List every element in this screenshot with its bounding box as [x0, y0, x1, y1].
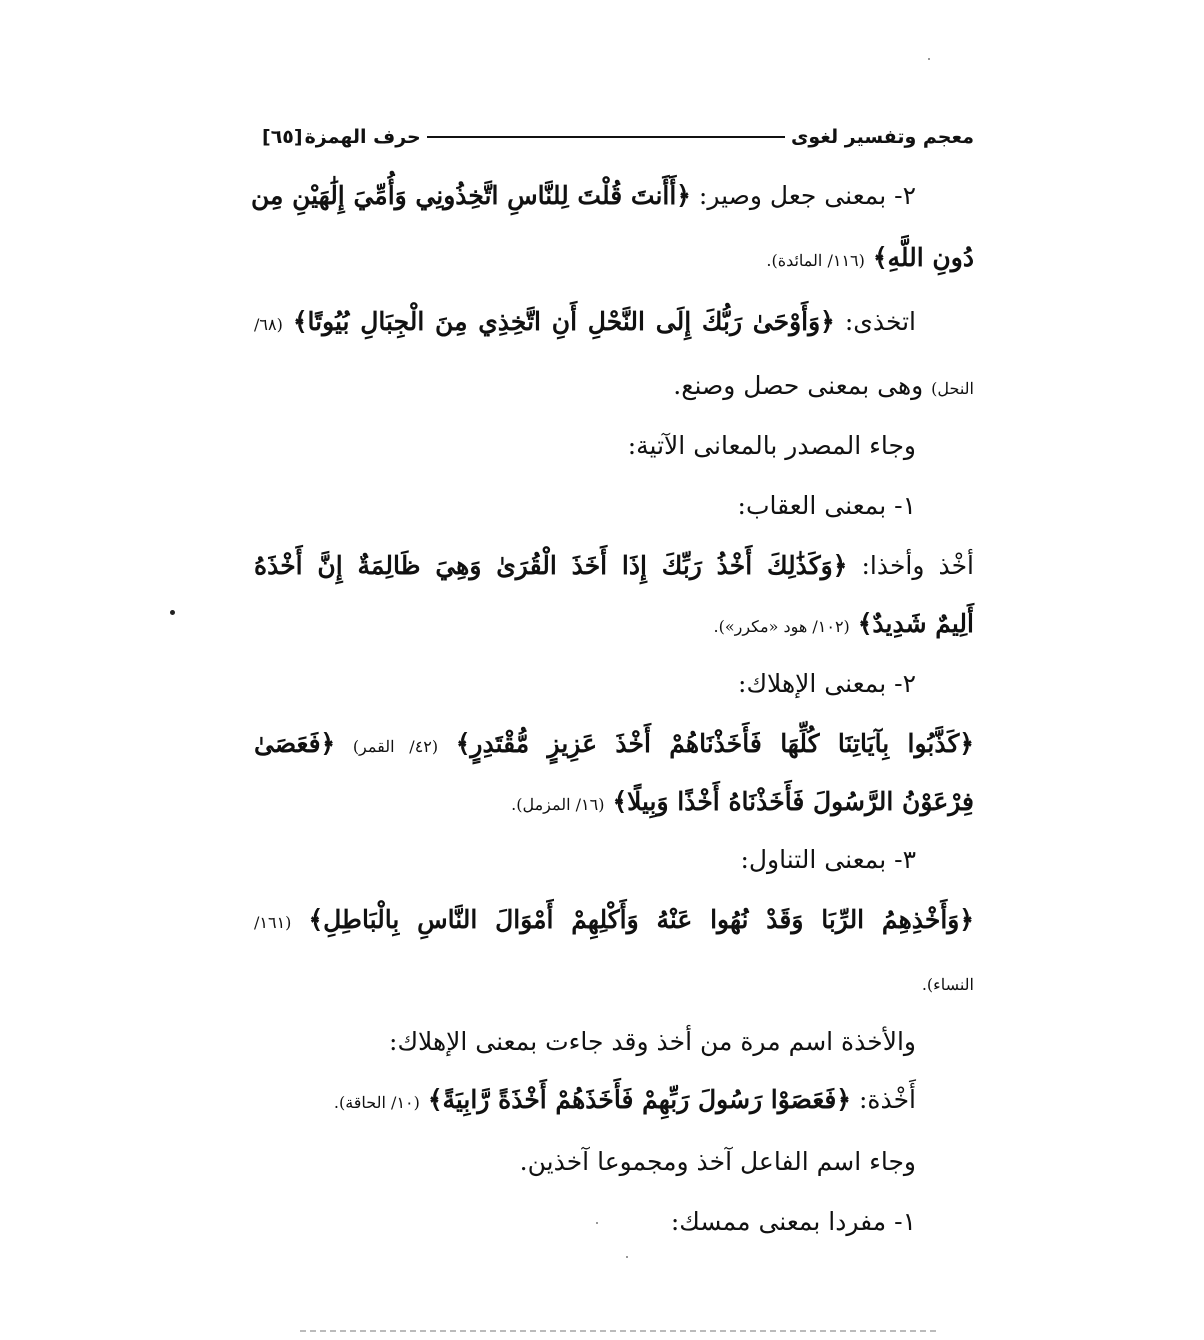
section-title: حرف الهمزة	[304, 126, 421, 148]
quran-quote: ﴿وَكَذَٰلِكَ أَخْذُ رَبِّكَ إِذَا أَخَذَ الْقُرَىٰ وَهِيَ ظَالِمَةٌ إِنَّ أَخْذَهُ	[254, 551, 848, 580]
line-text: والأخذة اسم مرة من أخذ وقد جاءت بمعنى الإهلاك:	[389, 1027, 916, 1056]
scan-speck	[596, 1222, 598, 1224]
verse-reference: (٦٨/	[254, 315, 283, 334]
line-text: وجاء المصدر بالمعانى الآتية:	[627, 431, 916, 460]
text-line	[254, 902, 974, 941]
verse-reference: (٤٢/ القمر)	[352, 737, 439, 756]
text-line	[250, 178, 916, 214]
text-line	[254, 964, 974, 1003]
text-line	[254, 606, 974, 645]
running-header	[262, 122, 974, 152]
scan-speck	[928, 58, 930, 60]
verse-reference: (١٠٢/ هود «مكرر»).	[713, 617, 850, 636]
line-text: اتخذى:	[844, 307, 916, 336]
verse-reference: (١١٦/ المائدة).	[766, 251, 865, 270]
text-line	[254, 304, 916, 343]
text-line	[254, 1144, 916, 1180]
text-line	[254, 1082, 916, 1121]
page-number: [٦٥]	[262, 126, 303, 148]
text-line	[254, 428, 916, 464]
verse-reference: (١٦/ المزمل).	[511, 795, 605, 814]
quran-quote: ﴿وَأَوْحَىٰ رَبُّكَ إِلَى النَّحْلِ أَنِ اتَّخِذِي مِنَ الْجِبَالِ بُيُوتًا﴾	[292, 307, 835, 336]
line-text: ٣- بمعنى التناول:	[740, 845, 916, 874]
text-line	[254, 842, 916, 878]
header-rule	[427, 136, 785, 138]
quran-quote: ﴿وَأَخْذِهِمُ الرِّبَا وَقَدْ نُهُوا عَنْهُ وَأَكْلِهِمْ أَمْوَالَ النَّاسِ بِالْبَاطِلِ﴾	[308, 905, 974, 934]
line-text: وهى بمعنى حصل وصنع.	[673, 371, 924, 400]
verse-reference: النحل)	[931, 379, 974, 398]
text-line	[254, 548, 974, 584]
text-line	[254, 488, 916, 524]
verse-reference: النساء).	[921, 975, 974, 994]
quran-quote: ﴿أَأَنتَ قُلْتَ لِلنَّاسِ اتَّخِذُونِي وَأُمِّيَ إِلَٰهَيْنِ مِن	[250, 181, 691, 210]
quran-quote: أَلِيمٌ شَدِيدٌ﴾	[857, 609, 974, 638]
line-text: أَخْذة:	[858, 1085, 916, 1114]
quran-quote: ﴿كَذَّبُوا بِآيَاتِنَا كُلِّهَا فَأَخَذْنَاهُمْ أَخْذَ عَزِيزٍ مُّقْتَدِرٍ﴾	[455, 729, 975, 758]
text-line	[254, 666, 916, 702]
scan-speck	[626, 1256, 628, 1258]
page-edge	[300, 1330, 940, 1332]
book-title: معجم وتفسير لغوى	[790, 126, 974, 148]
line-text: ١- مفردا بمعنى ممسك:	[670, 1207, 916, 1236]
text-line	[254, 368, 974, 407]
quran-quote: فِرْعَوْنُ الرَّسُولَ فَأَخَذْنَاهُ أَخْذًا وَبِيلًا﴾	[612, 787, 974, 816]
quran-quote: ﴿فَعَصَوْا رَسُولَ رَبِّهِمْ فَأَخَذَهُمْ أَخْذَةً رَّابِيَةً﴾	[427, 1085, 851, 1114]
verse-reference: (١٠/ الحاقة).	[333, 1093, 420, 1112]
verse-reference: (١٦١/	[254, 913, 292, 932]
text-line	[254, 726, 974, 765]
line-text: ٢- بمعنى جعل وصير:	[698, 181, 916, 210]
line-text: ٢- بمعنى الإهلاك:	[738, 669, 916, 698]
line-text: ١- بمعنى العقاب:	[737, 491, 916, 520]
text-line	[254, 1024, 916, 1060]
quran-quote: دُونِ اللَّهِ﴾	[872, 243, 974, 272]
line-text: أخْذ وأخذا:	[861, 551, 975, 580]
line-text: وجاء اسم الفاعل آخذ ومجموعا آخذين.	[519, 1147, 916, 1176]
text-line	[254, 784, 974, 823]
text-line	[254, 240, 974, 279]
text-line	[254, 1204, 916, 1240]
quran-quote: ﴿فَعَصَىٰ	[254, 729, 336, 758]
scan-speck	[170, 610, 175, 615]
